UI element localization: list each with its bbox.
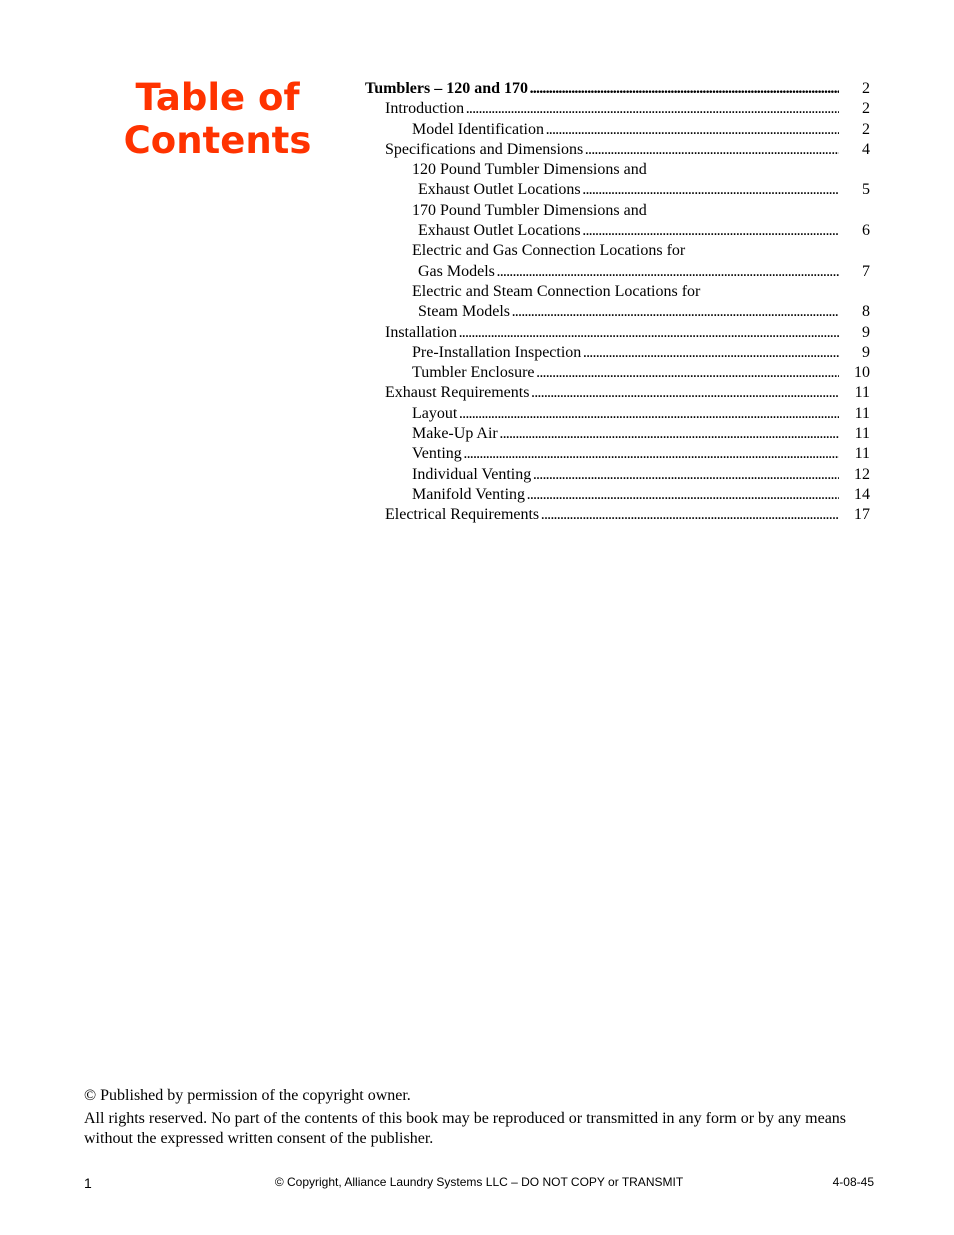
toc-entry-page-number: 5 [862,181,870,199]
toc-entry-title: Specifications and Dimensions . . . [385,140,839,160]
toc-entry-title: Tumblers – 120 and 170 . . . [365,79,839,99]
table-of-contents [365,79,875,526]
toc-entry[interactable] [365,323,875,343]
copyright-block [84,1086,874,1152]
toc-entry[interactable] [365,160,875,201]
toc-entry-title: Tumbler Enclosure . . . [412,363,839,383]
toc-entry-title: Gas Models . . . [418,262,839,282]
toc-entry-line [365,241,875,261]
toc-entry-line [365,465,875,485]
toc-entry-title: Layout . . . [412,404,839,424]
toc-entry-line [365,323,875,343]
toc-entry-title: Steam Models . . . [418,302,839,322]
toc-entry[interactable] [365,140,875,160]
toc-entry-line [365,201,875,221]
toc-entry-page-number: 8 [862,303,870,321]
toc-entry-title: Electrical Requirements . . . [385,505,839,525]
toc-entry-title: Make-Up Air . . . [412,424,839,444]
toc-entry-page-number: 17 [854,506,870,524]
toc-entry-title: Installation . . . [385,323,839,343]
toc-entry-page-number: 2 [862,120,870,138]
toc-entry-line [365,120,875,140]
toc-entry-page-number: 7 [862,262,870,280]
toc-entry-line [365,282,875,302]
toc-entry-title: 120 Pound Tumbler Dimensions and [412,161,647,179]
toc-entry-title: Model Identification . . . [412,120,839,140]
toc-entry-line [365,180,875,200]
toc-entry-title: Exhaust Outlet Locations . . . [418,180,839,200]
toc-entry-page-number: 4 [862,140,870,158]
page-title-line-2: Contents [123,119,312,162]
toc-entry-line [365,140,875,160]
rights-reserved-text: All rights reserved. No part of the contents of this book may be reproduced or transmitted in any form or by any means without the expressed written consent of the publisher. [84,1110,847,1147]
toc-entry[interactable] [365,383,875,403]
toc-entry-page-number: 12 [854,465,870,483]
footer-page-number: 1 [84,1175,92,1191]
toc-entry-title: Manifold Venting . . . [412,485,839,505]
toc-entry[interactable] [365,505,875,525]
toc-entry-page-number: 9 [862,323,870,341]
toc-entry-line [365,363,875,383]
toc-entry-line [365,221,875,241]
toc-entry-line [365,79,875,99]
toc-entry-line [365,99,875,119]
toc-entry-line [365,302,875,322]
toc-entry-title: 170 Pound Tumbler Dimensions and [412,201,647,219]
toc-entry-page-number: 14 [854,485,870,503]
toc-entry-title: Exhaust Outlet Locations . . . [418,221,839,241]
toc-entry[interactable] [365,424,875,444]
toc-entry[interactable] [365,241,875,282]
footer-copyright-notice: © Copyright, Alliance Laundry Systems LLC – DO NOT COPY or TRANSMIT [274,1175,684,1189]
toc-entry-line [365,343,875,363]
toc-entry-line [365,404,875,424]
toc-entry-page-number: 11 [854,445,870,463]
toc-entry[interactable] [365,79,875,99]
toc-entry[interactable] [365,201,875,242]
toc-entry[interactable] [365,465,875,485]
toc-entry-title: Venting . . . [412,444,839,464]
toc-entry[interactable] [365,282,875,323]
footer-document-code: 4-08-45 [832,1175,874,1189]
toc-entry-title: Pre-Installation Inspection . . . [412,343,839,363]
toc-entry-page-number: 2 [862,80,870,97]
toc-entry[interactable] [365,99,875,119]
toc-entry-page-number: 11 [854,384,870,402]
toc-entry[interactable] [365,444,875,464]
toc-entry-page-number: 6 [862,222,870,240]
toc-entry-page-number: 11 [854,425,870,443]
toc-entry[interactable] [365,363,875,383]
toc-entry[interactable] [365,485,875,505]
toc-entry-page-number: 11 [854,404,870,422]
page-title-line-1: Table of [135,76,300,119]
toc-entry-line [365,383,875,403]
toc-entry-line [365,505,875,525]
toc-entry-line [365,485,875,505]
copyright-line: © Published by permission of the copyright owner. [84,1087,411,1104]
toc-entry[interactable] [365,343,875,363]
toc-entry-title: Introduction . . . [385,99,839,119]
toc-entry-line [365,424,875,444]
toc-entry-title: Electric and Steam Connection Locations for [412,282,701,300]
toc-entry[interactable] [365,404,875,424]
toc-entry-title: Individual Venting . . . [412,465,839,485]
toc-entry-line [365,444,875,464]
toc-entry-page-number: 10 [854,364,870,382]
page-title [100,76,335,162]
toc-entry-page-number: 9 [862,343,870,361]
toc-entry-line [365,262,875,282]
toc-entry-page-number: 2 [862,100,870,118]
toc-entry-title: Exhaust Requirements . . . [385,383,839,403]
toc-entry-line [365,160,875,180]
toc-entry-title: Electric and Gas Connection Locations for [412,242,686,260]
page-footer [84,1174,874,1194]
toc-entry[interactable] [365,120,875,140]
